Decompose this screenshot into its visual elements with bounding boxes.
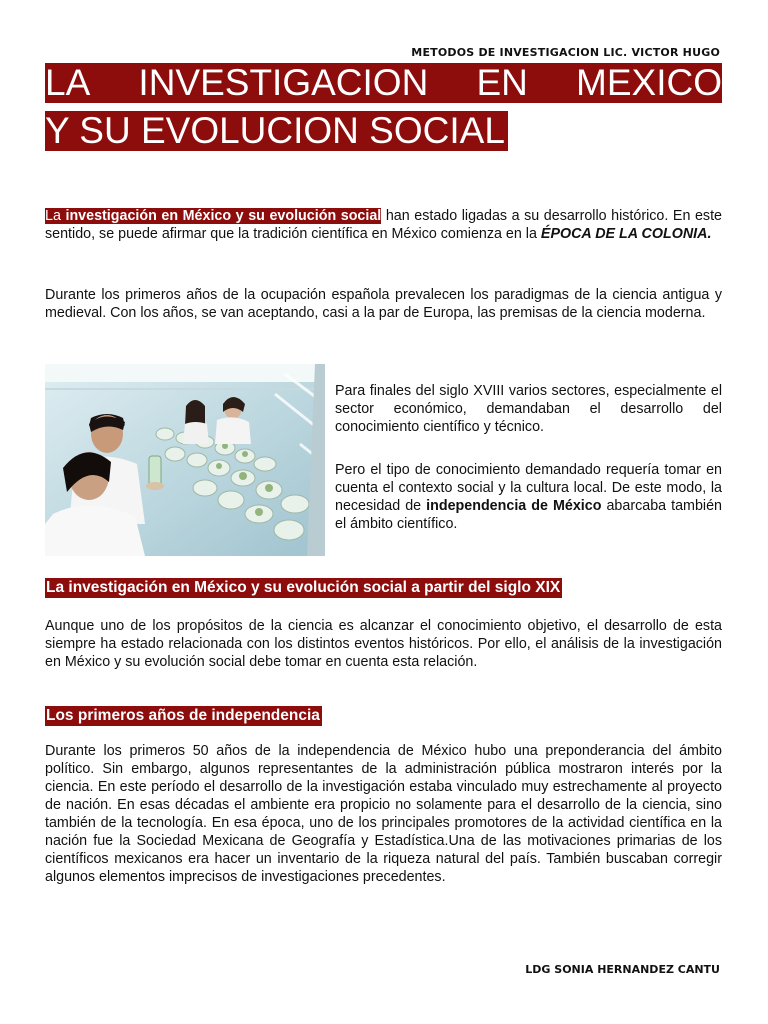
section-heading-independencia: Los primeros años de independencia <box>46 707 320 724</box>
page-title-line-1 <box>45 63 722 103</box>
section-2-paragraph: Durante los primeros 50 años de la independencia de México hubo una preponderancia del ámbito político. Sin embargo, algunos representantes de la administración pública mostraron interés por la ciencia. En este período el desarrollo de la investigación estaba vinculado muy estrechamente al proyecto de nación. En esas décadas el ambiente era propicio no solamente para el desarrollo de la ciencia, sino también de la tecnología. En esa época, uno de los principales promotores de la actividad científica en la nación fue la Sociedad Mexicana de Geografía y Estadística.Una de las motivaciones primarias de los científicos mexicanos era hacer un inventario de la riqueza natural del país. También buscaban corregir algunos elementos imprecisos de investigaciones precedentes. <box>45 743 722 885</box>
section-heading-siglo-xix: La investigación en México y su evolución social a partir del siglo XIX <box>46 579 561 596</box>
paragraph-paradigms: Durante los primeros años de la ocupación española prevalecen los paradigmas de la ciencia antigua y medieval. Con los años, se van aceptando, casi a la par de Europa, las premisas de la ciencia moderna. <box>45 287 722 321</box>
title-word: EN <box>476 62 528 103</box>
side-text-b: abarcaba también el ámbito científico. <box>335 498 722 532</box>
intro-text: han estado ligadas a su desarrollo histórico. En este sentido, se puede afirmar que la tradición científica en México comienza en la <box>45 208 722 242</box>
title-word: MEXICO <box>576 62 722 103</box>
title-word: INVESTIGACION <box>138 62 429 103</box>
intro-lead: La <box>45 208 66 224</box>
side-text-a: Pero el tipo de conocimiento demandado requería tomar en cuenta el contexto social y la cultura local. De este modo, la necesidad de <box>335 462 722 514</box>
intro-paragraph <box>45 207 722 243</box>
document-header: METODOS DE INVESTIGACION LIC. VICTOR HUGO <box>411 46 720 59</box>
side-paragraph-1: Para finales del siglo XVIII varios sectores, especialmente el sector económico, demandaban el desarrollo del conocimiento científico y técnico. <box>335 383 722 435</box>
title-word: LA <box>45 62 91 103</box>
section-1-paragraph: Aunque uno de los propósitos de la ciencia es alcanzar el conocimiento objetivo, el desarrollo de esta siempre ha estado relacionada con los distintos eventos históricos. Por ello, el análisis de la investigación en México y su evolución social debe tomar en cuenta esta relación. <box>45 618 722 670</box>
laboratory-photo <box>45 364 325 556</box>
intro-emphasis: ÉPOCA DE LA COLONIA. <box>540 226 712 242</box>
side-paragraph-2 <box>335 461 722 533</box>
page-title-line-2: Y SU EVOLUCION SOCIAL <box>45 111 508 151</box>
side-bold: independencia de México <box>426 498 602 514</box>
document-footer-author: LDG SONIA HERNANDEZ CANTU <box>525 963 720 976</box>
intro-lead-bold: investigación en México y su evolución social <box>65 208 382 224</box>
